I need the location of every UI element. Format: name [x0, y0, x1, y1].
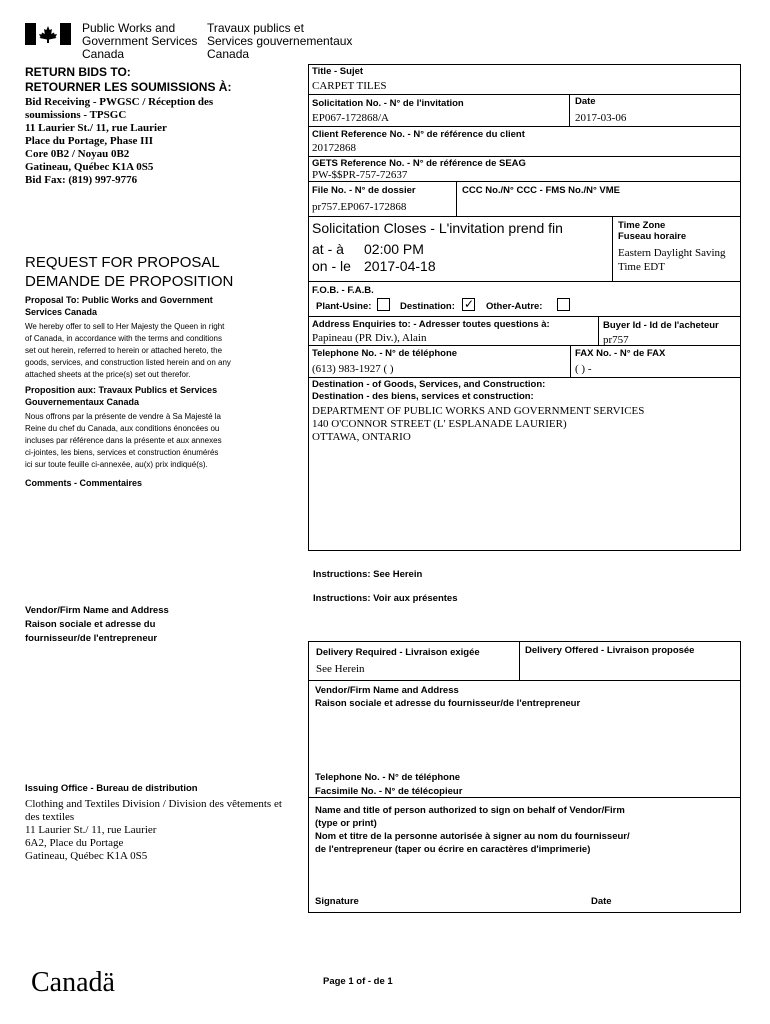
dept-en-line: Government Services	[82, 34, 198, 48]
gets-ref-value: PW-$$PR-757-72637	[312, 169, 408, 181]
authorized-person-label	[315, 804, 630, 856]
proposal-to-heading: Proposal To: Public Works and Government	[25, 295, 213, 305]
address-enquiries-label: Address Enquiries to: - Adresser toutes questions à:	[312, 319, 550, 330]
destination-goods-label-fr: Destination - des biens, services et construction:	[312, 391, 534, 402]
vendor-facsimile-label: Facsimile No. - N° de télécopieur	[315, 786, 463, 797]
dept-fr-line: Canada	[207, 47, 250, 61]
fax-value: ( ) -	[575, 363, 592, 375]
return-bids-address	[25, 96, 213, 187]
fob-label: F.O.B. - F.A.B.	[312, 285, 374, 296]
destination-checkbox[interactable]	[462, 298, 475, 311]
dept-en-line: Public Works and	[82, 21, 176, 35]
title-value: CARPET TILES	[312, 80, 387, 92]
destination-goods-label: Destination - of Goods, Services, and Construction:	[312, 379, 546, 390]
destination-address	[312, 405, 644, 444]
issuing-office-address	[25, 798, 282, 863]
authorized-line: (type or print)	[315, 818, 377, 829]
other-autre-label: Other-Autre:	[486, 301, 543, 312]
vendor-left-line: fournisseur/de l'entrepreneur	[25, 633, 158, 644]
proposition-heading: Gouvernementaux Canada	[25, 397, 140, 407]
vendor-name-label-fr: Raison sociale et adresse du fournisseur/de l'entrepreneur	[315, 698, 581, 709]
proposal-to-heading: Services Canada	[25, 307, 98, 317]
authorized-line: Nom et titre de la personne autorisée à signer au nom du fournisseur/	[315, 831, 630, 842]
closes-at-value: 02:00 PM	[364, 241, 424, 257]
dept-fr-line: Services gouvernementaux	[207, 34, 353, 48]
issuing-line: des textiles	[25, 811, 75, 823]
proposal-to-text: goods, services, and construction listed herein and on any	[25, 358, 231, 367]
proposal-to-text: of Canada, in accordance with the terms and conditions	[25, 334, 223, 343]
solicitation-no-value: EP067-172868/A	[312, 112, 389, 124]
closes-on-label: on - le	[312, 258, 351, 274]
proposal-to-text: attached sheets at the price(s) set out therefor.	[25, 370, 191, 379]
vendor-telephone-label: Telephone No. - N° de téléphone	[315, 772, 461, 783]
issuing-line: Gatineau, Québec K1A 0S5	[25, 850, 148, 862]
other-autre-checkbox[interactable]	[557, 298, 570, 311]
authorized-line: de l'entrepreneur (taper ou écrire en caractères d'imprimerie)	[315, 844, 591, 855]
canada-flag-icon	[25, 23, 71, 45]
request-title-line: REQUEST FOR PROPOSAL	[25, 254, 220, 271]
issuing-line: 6A2, Place du Portage	[25, 837, 124, 849]
signature-label: Signature	[315, 896, 359, 907]
solicitation-no-label: Solicitation No. - N° de l'invitation	[312, 98, 464, 109]
gets-ref-label: GETS Reference No. - N° de référence de SEAG	[312, 158, 526, 169]
dept-name-en	[82, 22, 197, 61]
return-bids-title-line: RETURN BIDS TO:	[25, 65, 131, 79]
proposal-to-text: We hereby offer to sell to Her Majesty the Queen in right	[25, 322, 225, 331]
file-no-label: File No. - N° de dossier	[312, 185, 416, 196]
authorized-line: Name and title of person authorized to sign on behalf of Vendor/Firm	[315, 805, 625, 816]
solicitation-closes-title: Solicitation Closes - L'invitation prend fin	[312, 220, 563, 236]
address-line: soumissions - TPSGC	[25, 109, 127, 121]
plant-usine-checkbox[interactable]	[377, 298, 390, 311]
address-line: Bid Fax: (819) 997-9776	[25, 174, 138, 186]
delivery-required-value: See Herein	[316, 663, 365, 675]
buyer-id-value: pr757	[603, 334, 629, 346]
proposition-text: incluses par référence dans la présente et aux annexes	[25, 436, 222, 445]
issuing-line: 11 Laurier St./ 11, rue Laurier	[25, 824, 157, 836]
buyer-id-label: Buyer Id - Id de l'acheteur	[603, 320, 719, 331]
address-line: Place du Portage, Phase III	[25, 135, 154, 147]
issuing-line: Clothing and Textiles Division / Division des vêtements et	[25, 798, 282, 810]
return-bids-title-line: RETOURNER LES SOUMISSIONS À:	[25, 80, 232, 94]
signature-date-label: Date	[591, 896, 612, 907]
time-zone-label: Time Zone	[618, 220, 666, 231]
destination-line: DEPARTMENT OF PUBLIC WORKS AND GOVERNMENT SERVICES	[312, 405, 645, 417]
time-zone-label-fr: Fuseau horaire	[618, 231, 687, 242]
date-value: 2017-03-06	[575, 112, 627, 124]
client-ref-value: 20172868	[312, 142, 356, 154]
address-line: 11 Laurier St./ 11, rue Laurier	[25, 122, 167, 134]
delivery-required-label: Delivery Required - Livraison exigée	[316, 647, 480, 658]
ccc-no-label: CCC No./N° CCC - FMS No./N° VME	[462, 185, 621, 196]
proposition-text: ici sur toute feuille ci-annexée, au(x) prix indiqué(s).	[25, 460, 208, 469]
vendor-left-line: Raison sociale et adresse du	[25, 619, 156, 630]
request-title	[25, 253, 233, 291]
return-bids-title	[25, 65, 231, 95]
address-line: Bid Receiving - PWGSC / Réception des	[25, 96, 214, 108]
proposition-heading: Proposition aux: Travaux Publics et Services	[25, 385, 218, 395]
fax-label: FAX No. - N° de FAX	[575, 348, 666, 359]
dept-fr-line: Travaux publics et	[207, 21, 304, 35]
time-zone-value: Eastern Daylight Saving	[618, 247, 726, 259]
dept-name-fr	[207, 22, 352, 61]
address-enquiries-value: Papineau (PR Div.), Alain	[312, 332, 427, 344]
request-title-line: DEMANDE DE PROPOSITION	[25, 273, 234, 290]
dept-en-line: Canada	[82, 47, 125, 61]
destination-label: Destination:	[400, 301, 455, 312]
page-number: Page 1 of - de 1	[323, 976, 393, 987]
plant-usine-label: Plant-Usine:	[316, 301, 372, 312]
address-line: Core 0B2 / Noyau 0B2	[25, 148, 130, 160]
date-label: Date	[575, 96, 596, 107]
proposal-to-section	[25, 294, 300, 489]
comments-label: Comments - Commentaires	[25, 478, 143, 488]
time-zone-value-2: Time EDT	[618, 261, 665, 273]
issuing-office-label: Issuing Office - Bureau de distribution	[25, 783, 198, 794]
instructions-en: Instructions: See Herein	[313, 569, 423, 580]
vendor-name-label: Vendor/Firm Name and Address	[315, 685, 459, 696]
telephone-label: Telephone No. - N° de téléphone	[312, 348, 458, 359]
closes-on-value: 2017-04-18	[364, 258, 436, 274]
proposition-text: Nous offrons par la présente de vendre à Sa Majesté la	[25, 412, 221, 421]
delivery-offered-label: Delivery Offered - Livraison proposée	[525, 645, 695, 656]
proposition-text: Reine du chef du Canada, aux conditions énoncées ou	[25, 424, 220, 433]
telephone-value: (613) 983-1927 ( )	[312, 363, 394, 375]
proposal-to-text: set out herein, referred to herein or attached hereto, the	[25, 346, 223, 355]
proposition-text: ci-jointes, les biens, services et construction énumérés	[25, 448, 219, 457]
destination-line: OTTAWA, ONTARIO	[312, 431, 411, 443]
title-label: Title - Sujet	[312, 66, 364, 77]
vendor-left-line: Vendor/Firm Name and Address	[25, 605, 169, 616]
check-icon: ✓	[464, 297, 475, 311]
file-no-value: pr757.EP067-172868	[312, 201, 407, 213]
instructions-fr: Instructions: Voir aux présentes	[313, 593, 458, 604]
destination-line: 140 O'CONNOR STREET (L' ESPLANADE LAURIER)	[312, 418, 567, 430]
vendor-left-label	[25, 604, 169, 646]
client-ref-label: Client Reference No. - N° de référence du client	[312, 129, 525, 140]
closes-at-label: at - à	[312, 241, 344, 257]
canada-wordmark: Canadä	[31, 967, 115, 998]
address-line: Gatineau, Québec K1A 0S5	[25, 161, 154, 173]
